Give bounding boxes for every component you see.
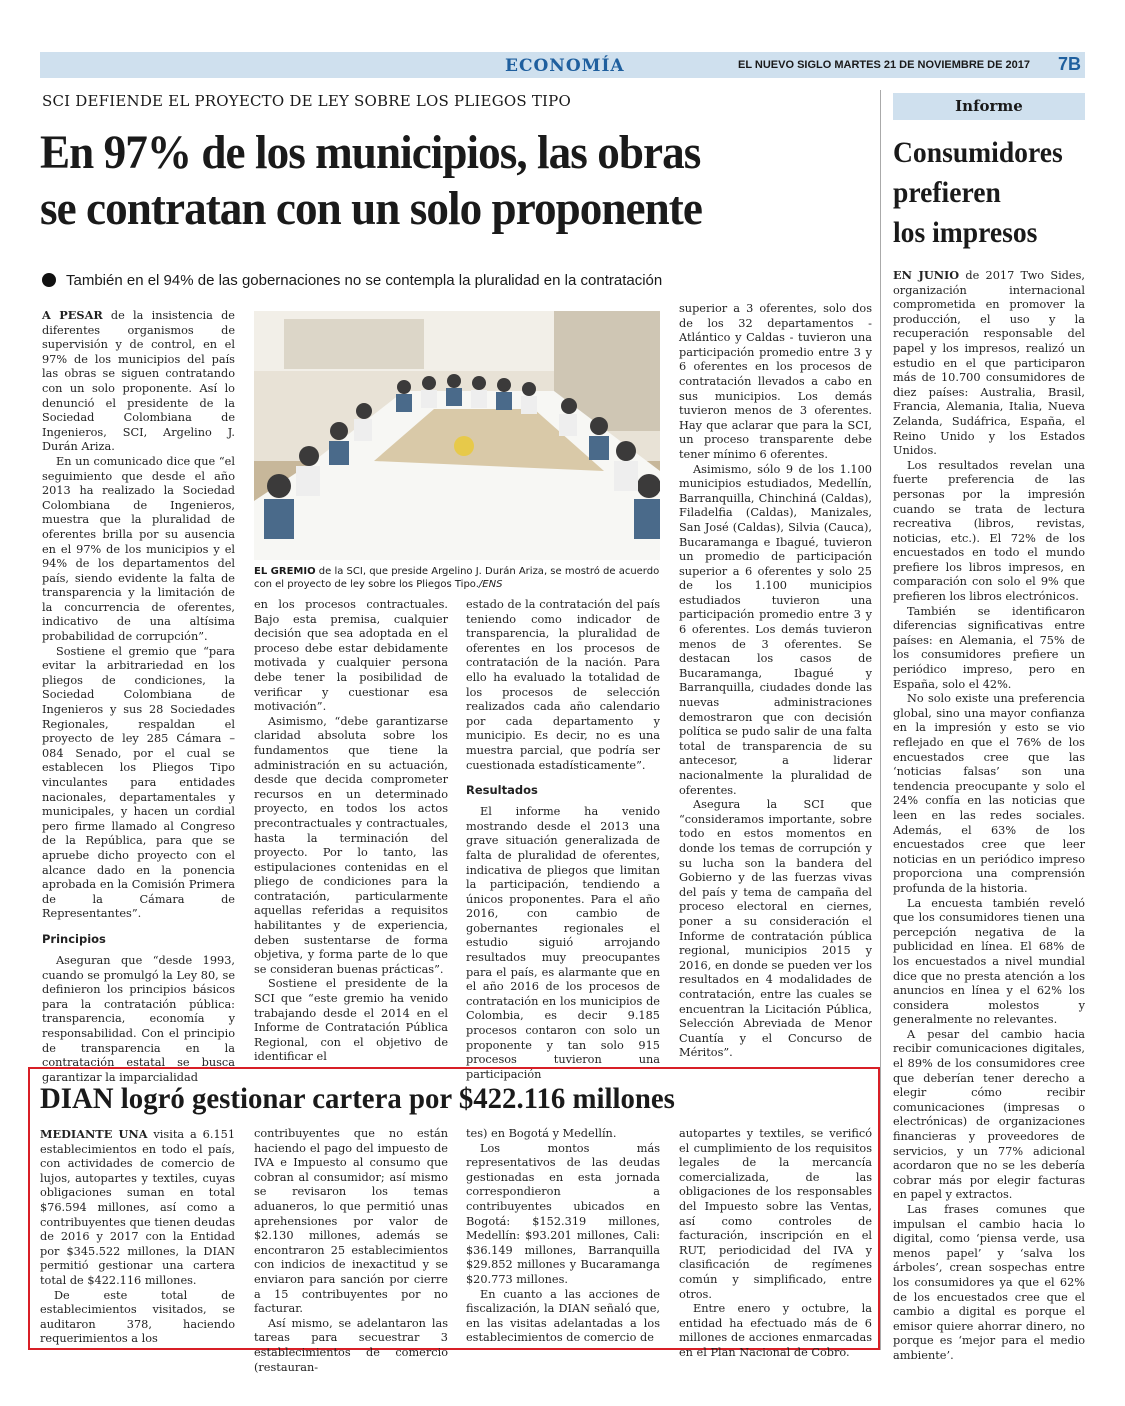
caption-text: de la SCI, que preside Argelino J. Durán Ariza, se mostró de acuerdo con el proyecto de ley sobre los Pliegos Tipo. bbox=[254, 566, 660, 590]
sidebar-tag: Informe bbox=[955, 97, 1023, 115]
meeting-photo-illustration bbox=[254, 311, 660, 560]
paragraph bbox=[42, 308, 235, 455]
lead-in: A PESAR bbox=[42, 308, 103, 322]
dian-headline: DIAN logró gestionar cartera por $422.116 millones bbox=[40, 1082, 675, 1115]
article-column-4 bbox=[679, 302, 872, 1061]
paragraph: contribuyentes que no están haciendo el pago del impuesto de IVA e Impuesto al consumo que cobran al consumidor; así mismo se revisaron los temas aduaneros, lo que permitió unas aprehensiones por valor de $2.130 millones, además se encontraron 25 establecimientos con indicios de inexactitud y se enviaron para sanción por cierre a 15 contribuyentes por no facturar. bbox=[254, 1127, 448, 1316]
article-column-3 bbox=[466, 598, 660, 1082]
article-kicker: SCI DEFIENDE EL PROYECTO DE LEY SOBRE LOS PLIEGOS TIPO bbox=[42, 92, 571, 110]
sidebar-headline-line-1: Consumidores bbox=[893, 136, 1063, 169]
headline-line-2: se contratan con un solo proponente bbox=[40, 182, 702, 235]
paragraph: Los montos más representativos de las deudas gestionadas en esta jornada correspondieron a contribuyentes ubicados en Bogotá: $152.319 millones, Medellín: $93.201 millones, Cali: $36.149 millones, Barranquilla $29.852 millones y Bucaramanga $20.773 millones. bbox=[466, 1141, 660, 1286]
paragraph: Los resultados revelan una fuerte preferencia de las personas por la impresión cuando se trata de lectura recreativa (libros, revistas, noticias, etc.). El 72% de los encuestados en todo el mundo prefiere los libros impresos, en comparación con solo el 9% que prefieren los libros electrónicos. bbox=[893, 458, 1085, 604]
sidebar-column bbox=[893, 268, 1085, 1364]
sidebar-divider bbox=[880, 90, 881, 1350]
paragraph: Asimismo, “debe garantizarse claridad absoluta sobre los fundamentos que tiene la administración en su actuación, desde que decida comprometer recursos en un determinado proyecto, en todos los actos precontractuales y contractuales, hasta la terminación del proyecto. Por lo tanto, las estipulaciones contenidas en el pliego de condiciones para la contratación, particularmente aquellas referidas a requisitos habilitantes y de experiencia, deben sustentarse de forma objetiva, y forma parte de lo que se consideran buenas prácticas”. bbox=[254, 714, 448, 976]
paragraph: También se identificaron diferencias significativas entre países: en Alemania, el 75% de los consumidores prefiere un periódico impreso, pero en España, solo el 42%. bbox=[893, 604, 1085, 691]
paragraph-text: visita a 6.151 establecimientos en todo el país, con actividades de comercio de lujos, autopartes y textiles, cuyas obligaciones suman en total $76.594 millones, así como a contribuyentes que tienen deudas de 2016 y 2017 con la Entidad por $345.522 millones, la DIAN permitió gestionar una cartera total de $422.116 millones. bbox=[40, 1128, 236, 1287]
photo-caption bbox=[254, 565, 660, 591]
paragraph: estado de la contratación del país teniendo como indicador de transparencia, la pluralidad de oferentes en los procesos de contratación de la nación. Para ello ha evaluado la totalidad de los procesos de selección realizados cada año calendario por cada departamento y municipio. Es decir, no es una muestra parcial, que podría ser cuestionada estadísticamente”. bbox=[466, 598, 660, 772]
paragraph: A pesar del cambio hacia recibir comunicaciones digitales, el 89% de los consumidores cree que deberían tener derecho a elegir cómo recibir comunicaciones (impresas o electrónicas) de organizaciones financieras y proveedores de servicios, y un 77% adicional acordaron que no se les debería cobrar más por elegir facturas en papel y extractos. bbox=[893, 1027, 1085, 1202]
sidebar-headline bbox=[893, 133, 1077, 253]
meeting-photo bbox=[254, 311, 660, 560]
article-subhead bbox=[42, 272, 872, 289]
paragraph: El informe ha venido mostrando desde el 2013 una grave situación generalizada de falta de pluralidad de oferentes, indicativa de pliegos que limitan la participación, tendiendo a únicos proponentes. Para el año 2016, con cambio de gobernantes regionales el estudio siguió arrojando resultados muy preocupantes para el país, es alarmante que en el año 2016 de los procesos de contratación en los municipios de Colombia, es decir 9.185 procesos contaron con solo un proponente y tan solo 915 procesos tuvieron una participación bbox=[466, 805, 660, 1081]
paragraph: Asegura la SCI que “consideramos importante, sobre todo en estos momentos en donde los temas de corrupción y su lucha son la bandera del Gobierno y de las fuerzas vivas del país y tema de campaña del proceso electoral en ciernes, poner a su consideración el Informe de contratación pública regional, municipios 2015 y 2016, en donde se pueden ver los resultados en 4 modalidades de contratación, entre las cuales se encuentran la Licitación Pública, Selección Abreviada de Menor Cuantía y el Concurso de Méritos”. bbox=[679, 798, 872, 1060]
paragraph: autopartes y textiles, se verificó el cumplimiento de los requisitos legales de la mercancía comercializada, de las obligaciones de los responsables del Impuesto sobre las Ventas, así como controles de facturación, inscripción en el RUT, periodicidad del IVA y clasificación de regímenes común y simplificado, entre otros. bbox=[679, 1127, 872, 1301]
caption-lead: EL GREMIO bbox=[254, 566, 316, 577]
article-headline bbox=[40, 125, 820, 237]
sidebar-headline-line-3: los impresos bbox=[893, 216, 1038, 249]
bullet-icon bbox=[42, 273, 56, 287]
paragraph: Aseguran que “desde 1993, cuando se promulgó la Ley 80, se definieron los principios básicos para la contratación pública: transparencia, economía y responsabilidad. Con el principio de transparencia en la contratación estatal se busca garantizar la imparcialidad bbox=[42, 953, 235, 1084]
section-name: ECONOMÍA bbox=[505, 56, 625, 76]
paragraph: Así mismo, se adelantaron las tareas para secuestrar 3 establecimientos de comercio (restauran- bbox=[254, 1316, 448, 1374]
paragraph: En un comunicado dice que “el seguimiento que desde el año 2013 ha realizado la Sociedad Colombiana de Ingenieros, muestra que la pluralidad de oferentes brilla por su ausencia en el 97% de los municipios y el 94% de los departamentos del país, siendo evidente la falta de transparencia y la limitación de la concurrencia de oferentes, indicativo de una altísima probabilidad de corrupción”. bbox=[42, 454, 235, 644]
paragraph: No solo existe una preferencia global, sino una mayor confianza en la impresión y esto se vio reflejado en que el 76% de los encuestados cree que las ‘noticias falsas’ son una tendencia preocupante y solo el 24% confía en las noticias que leen en las redes sociales. Además, el 63% de los encuestados cree que leer noticias en un periódico impreso proporciona una comprensión profunda de la historia. bbox=[893, 692, 1085, 895]
subheading-resultados: Resultados bbox=[466, 783, 538, 798]
paragraph: Las frases comunes que impulsan el cambio hacia lo digital, como ‘piensa verde, usa menos papel’ y ‘salva los árboles’, crean sospechas entre los consumidores ya que el 62% de los encuestados cree que el cambio a digital es porque el emisor quiere ahorrar dinero, no porque es ‘mejor para el medio ambiente’. bbox=[893, 1203, 1085, 1362]
paragraph: De este total de establecimientos visitados, se auditaron 378, haciendo requerimientos a los bbox=[40, 1288, 235, 1346]
paragraph bbox=[893, 268, 1085, 459]
headline-line-1: En 97% de los municipios, las obras bbox=[40, 126, 701, 179]
dian-column-4 bbox=[679, 1127, 872, 1361]
caption-credit: /ENS bbox=[478, 579, 503, 590]
sidebar-headline-line-2: prefieren bbox=[893, 176, 1001, 209]
paragraph: Asimismo, sólo 9 de los 1.100 municipios estudiados, Medellín, Barranquilla, Chinchiná (Caldas), Filadelfia (Caldas), Manizales, San José (Caldas), Silvia (Cauca), Bucaramanga e Ibagué, tuvieron un promedio de participación superior a 6 oferentes y solo 25 de los 1.100 municipios estudiados tuvieron una participación promedio entre 3 y 6 oferentes. Los demás tuvieron menos de 3 oferentes. Se destacan los casos de Bucaramanga, Ibagué y Barranquilla, ciudades donde las nuevas administraciones demostraron que con decisión política se pudo salir de una falta total de transparencia de su antecesor, a liderar nacionalmente la pluralidad de oferentes. bbox=[679, 462, 872, 797]
dian-column-1 bbox=[40, 1127, 235, 1347]
paragraph: En cuanto a las acciones de fiscalización, la DIAN señaló que, en las visitas adelantadas a los establecimientos de comercio de bbox=[466, 1287, 660, 1345]
paragraph: Entre enero y octubre, la entidad ha efectuado más de 6 millones de acciones enmarcadas en el Plan Nacional de Cobro. bbox=[679, 1302, 872, 1359]
paper-date: EL NUEVO SIGLO MARTES 21 DE NOVIEMBRE DE 2017 bbox=[738, 59, 1030, 71]
paragraph: Sostiene el gremio que “para evitar la arbitrariedad en los pliegos de condiciones, la Sociedad Colombiana de Ingenieros y sus 28 Sociedades Regionales, respaldan el proyecto de ley 285 Cámara – 084 Senado, por el cual se establecen los Pliegos Tipo vinculantes para entidades nacionales, departamentales y municipales, y hacen un cordial pero firme llamado al Congreso de la República, para que se apruebe dicho proyecto con el alcance dado en la ponencia aprobada en la Comisión Primera de la Cámara de Representantes”. bbox=[42, 644, 235, 921]
paragraph: La encuesta también reveló que los consumidores tienen una percepción negativa de la publicidad en línea. El 68% de los encuestados a nivel mundial dice que no presta atención a los anuncios en línea y el 62% los considera molestos y generalmente no relevantes. bbox=[893, 896, 1085, 1027]
subheading-principios: Principios bbox=[42, 931, 106, 946]
paragraph-text: de la insistencia de diferentes organismos de supervisión y de control, en el 97% de los municipios del país las obras se siguen contratando con un solo proponente. Así lo denunció el presidente de la Sociedad Colombiana de Ingenieros, SCI, Argelino J. Durán Ariza. bbox=[42, 309, 235, 454]
paragraph bbox=[40, 1127, 235, 1289]
lead-in: MEDIANTE UNA bbox=[40, 1127, 148, 1141]
paragraph: en los procesos contractuales. Bajo esta premisa, cualquier decisión que sea adoptada en el proceso debe estar debidamente motivada y cualquier persona debe tener la posibilidad de verificar y cuestionar esa motivación”. bbox=[254, 598, 448, 714]
dian-column-2 bbox=[254, 1127, 448, 1375]
paragraph: superior a 3 oferentes, solo dos de los 32 departamentos - Atlántico y Caldas - tuvieron una participación promedio entre 3 y 6 oferentes en los procesos de contratación llevados a cabo en sus municipios. Los demás tuvieron menos de 3 oferentes. Hay que aclarar que para la SCI, un proceso transparente debe tener mínimo 6 oferentes. bbox=[679, 302, 872, 461]
lead-in: EN JUNIO bbox=[893, 268, 960, 282]
paragraph: tes) en Bogotá y Medellín. bbox=[466, 1127, 617, 1140]
page-number: 7B bbox=[1058, 54, 1082, 74]
paragraph: Sostiene el presidente de la SCI que “este gremio ha venido trabajando desde el 2014 en el Informe de Contratación Pública Regional, con el objetivo de identificar el bbox=[254, 977, 448, 1064]
article-column-2 bbox=[254, 598, 448, 1065]
subhead-text: También en el 94% de las gobernaciones no se contempla la pluralidad en la contratación bbox=[66, 272, 663, 289]
dian-column-3 bbox=[466, 1127, 660, 1346]
paragraph-text: de 2017 Two Sides, organización internacional comprometida en promover la producción, el uso y la recuperación responsable del papel y los impresos, realizó un estudio en el que participaron más de 10.700 consumidores de diez países: Australia, Brasil, Francia, Alemania, Italia, Nueva Zelanda, Sudáfrica, España, el Reino Unido y los Estados Unidos. bbox=[893, 269, 1085, 458]
article-column-1 bbox=[42, 308, 235, 1085]
